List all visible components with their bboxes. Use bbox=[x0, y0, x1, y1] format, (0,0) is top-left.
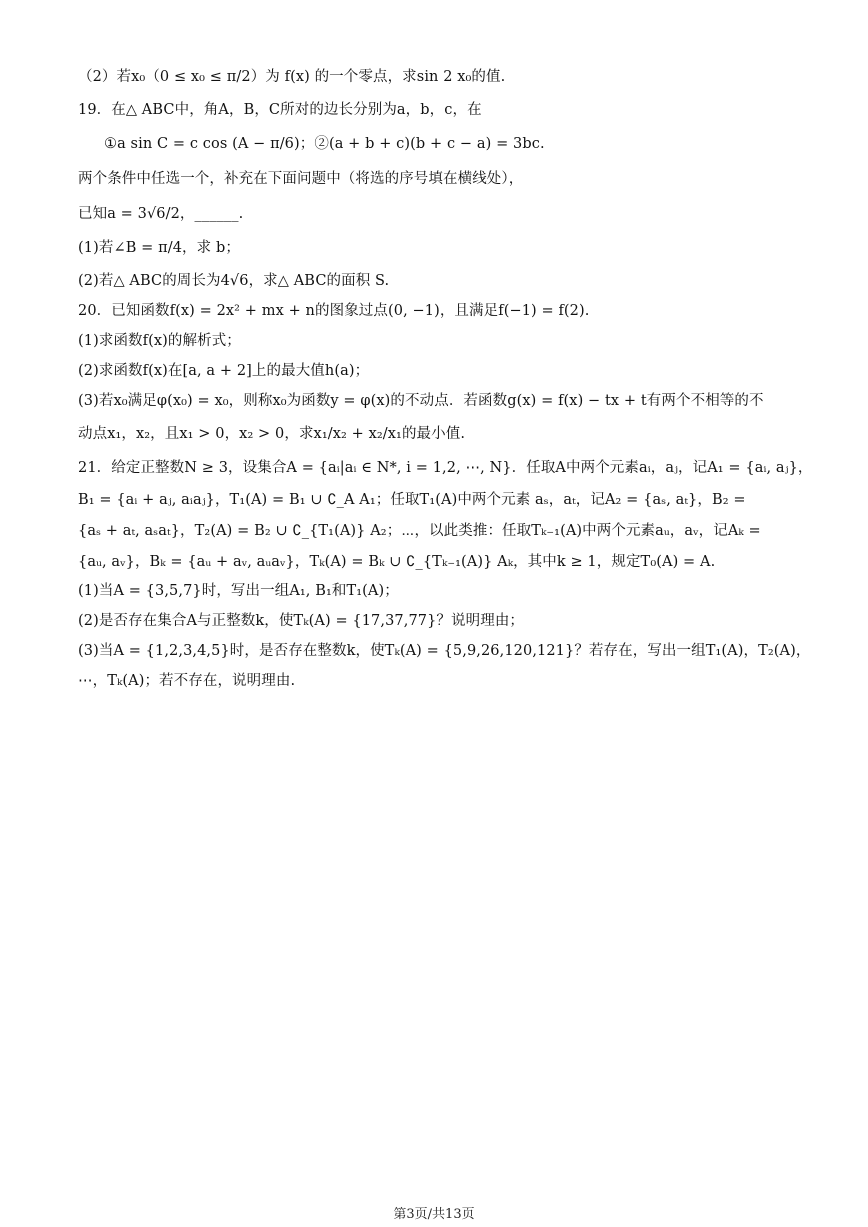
q20-part3-line-b: 动点x₁，x₂，且x₁ > 0，x₂ > 0，求x₁/x₂ + x₂/x₁的最小值. bbox=[78, 426, 466, 442]
q21-stem-line-a: 21．给定正整数N ≥ 3，设集合A = {aᵢ|aᵢ ∈ N*, i = 1,2, ⋯, N}．任取A中两个元素aᵢ，aⱼ，记A₁ = {aᵢ, aⱼ}， bbox=[78, 460, 813, 476]
page-footer: 第3页/共13页 bbox=[393, 1207, 475, 1222]
q19-conditions-line: ①a sin C = c cos (A − π/6)；②(a + b + c)(b + c − a) = 3bc. bbox=[104, 136, 545, 152]
q21-part1-line: (1)当A = {3,5,7}时，写出一组A₁, B₁和T₁(A)； bbox=[78, 583, 399, 599]
q20-part2-line: (2)求函数f(x)在[a, a + 2]上的最大值h(a)； bbox=[78, 363, 370, 379]
q21-part3-line-a: (3)当A = {1,2,3,4,5}时，是否存在整数k，使Tₖ(A) = {5,9,26,120,121}？若存在，写出一组T₁(A)，T₂(A)， bbox=[78, 643, 811, 659]
q20-part1-line: (1)求函数f(x)的解析式； bbox=[78, 333, 241, 349]
q21-stem-line-b: B₁ = {aᵢ + aⱼ, aᵢaⱼ}，T₁(A) = B₁ ∪ ∁_A A₁；任取T₁(A)中两个元素 aₛ，aₜ，记A₂ = {aₛ, aₜ}，B₂ = bbox=[78, 492, 746, 508]
q21-part3-line-b: ⋯，Tₖ(A)；若不存在，说明理由. bbox=[78, 673, 296, 689]
q21-stem-line-d: {aᵤ, aᵥ}，Bₖ = {aᵤ + aᵥ, aᵤaᵥ}，Tₖ(A) = Bₖ ∪ ∁_{Tₖ₋₁(A)} Aₖ，其中k ≥ 1，规定T₀(A) = A. bbox=[78, 554, 716, 570]
q19-part2-line: (2)若△ ABC的周长为4√6，求△ ABC的面积 S. bbox=[78, 273, 390, 289]
q20-part3-line-a: (3)若x₀满足φ(x₀) = x₀，则称x₀为函数y = φ(x)的不动点．若函数g(x) = f(x) − tx + t有两个不相等的不 bbox=[78, 393, 764, 409]
q20-stem-line: 20．已知函数f(x) = 2x² + mx + n的图象过点(0, −1)，且满足f(−1) = f(2). bbox=[78, 303, 590, 319]
q19-instruction-line: 两个条件中任选一个，补充在下面问题中（将选的序号填在横线处）， bbox=[78, 171, 524, 187]
q19-stem-line: 19．在△ ABC中，角A，B，C所对的边长分别为a，b，c，在 bbox=[78, 102, 482, 118]
q21-stem-line-c: {aₛ + aₜ, aₛaₜ}，T₂(A) = B₂ ∪ ∁_{T₁(A)} A₂；⋯，以此类推：任取Tₖ₋₁(A)中两个元素aᵤ，aᵥ，记Aₖ = bbox=[78, 523, 761, 539]
q19-part1-line: (1)若∠B = π/4，求 b； bbox=[78, 240, 240, 256]
q18-part2-line: （2）若x₀（0 ≤ x₀ ≤ π/2）为 f(x) 的一个零点，求sin 2 x₀的值. bbox=[78, 69, 506, 85]
q21-part2-line: (2)是否存在集合A与正整数k，使Tₖ(A) = {17,37,77}？说明理由； bbox=[78, 613, 525, 629]
q19-given-line: 已知a = 3√6/2，______. bbox=[78, 206, 244, 222]
